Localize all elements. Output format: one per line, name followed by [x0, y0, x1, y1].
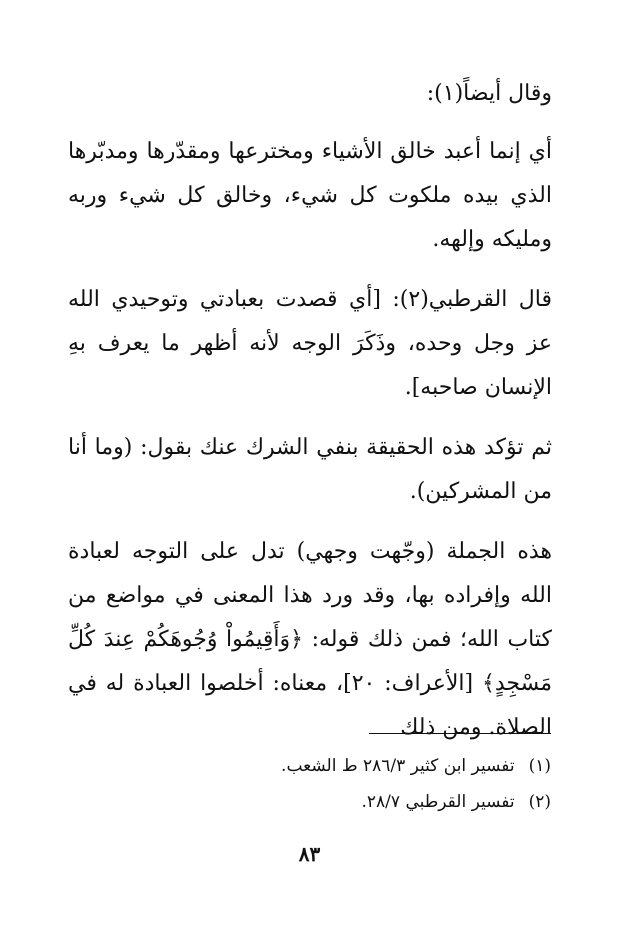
paragraph-intro: وقال أيضاً(١): — [426, 81, 552, 106]
footnotes — [67, 748, 551, 820]
footnote-text: تفسير ابن كثير ٢٨٦/٣ ط الشعب. — [281, 756, 515, 776]
footnote-text: تفسير القرطبي ٢٨/٧. — [361, 792, 515, 812]
footnote-number: (٢) — [528, 792, 551, 812]
paragraph-shirk: ثم تؤكد هذه الحقيقة بنفي الشرك عنك بقول: (وما أنا من المشركين). — [68, 435, 552, 504]
page-number: ٨٣ — [298, 842, 321, 866]
footnote-1 — [67, 748, 551, 784]
footnote-number: (١) — [528, 756, 551, 776]
paragraph-qurtubi: قال القرطبي(٢): [أي قصدت بعبادتي وتوحيدي الله عز وجل وحده، وذَكَرَ الوجه لأنه أظهر ما يعرف بهِ الإنسان صاحبه]. — [68, 287, 552, 400]
footnote-divider — [369, 733, 551, 734]
paragraph-creator: أي إنما أعبد خالق الأشياء ومخترعها ومقدّرها ومدبّرها الذي بيده ملكوت كل شيء، وخالق كل شيء وربه ومليكه وإلهه. — [68, 139, 552, 252]
paragraph-worship: هذه الجملة (وجّهت وجهي) تدل على التوجه لعبادة الله وإفراده بها، وقد ورد هذا المعنى في مواضع من كتاب الله؛ فمن ذلك قوله: ﴿وَأَقِيمُواْ وُجُوهَكُمْ عِندَ كُلِّ مَسْجِدٍ﴾ [الأعراف: ٢٠]، معناه: أخلصوا العبادة له في الصلاة. ومن ذلك — [68, 539, 553, 740]
main-text — [68, 72, 552, 766]
footnote-2 — [67, 784, 551, 820]
